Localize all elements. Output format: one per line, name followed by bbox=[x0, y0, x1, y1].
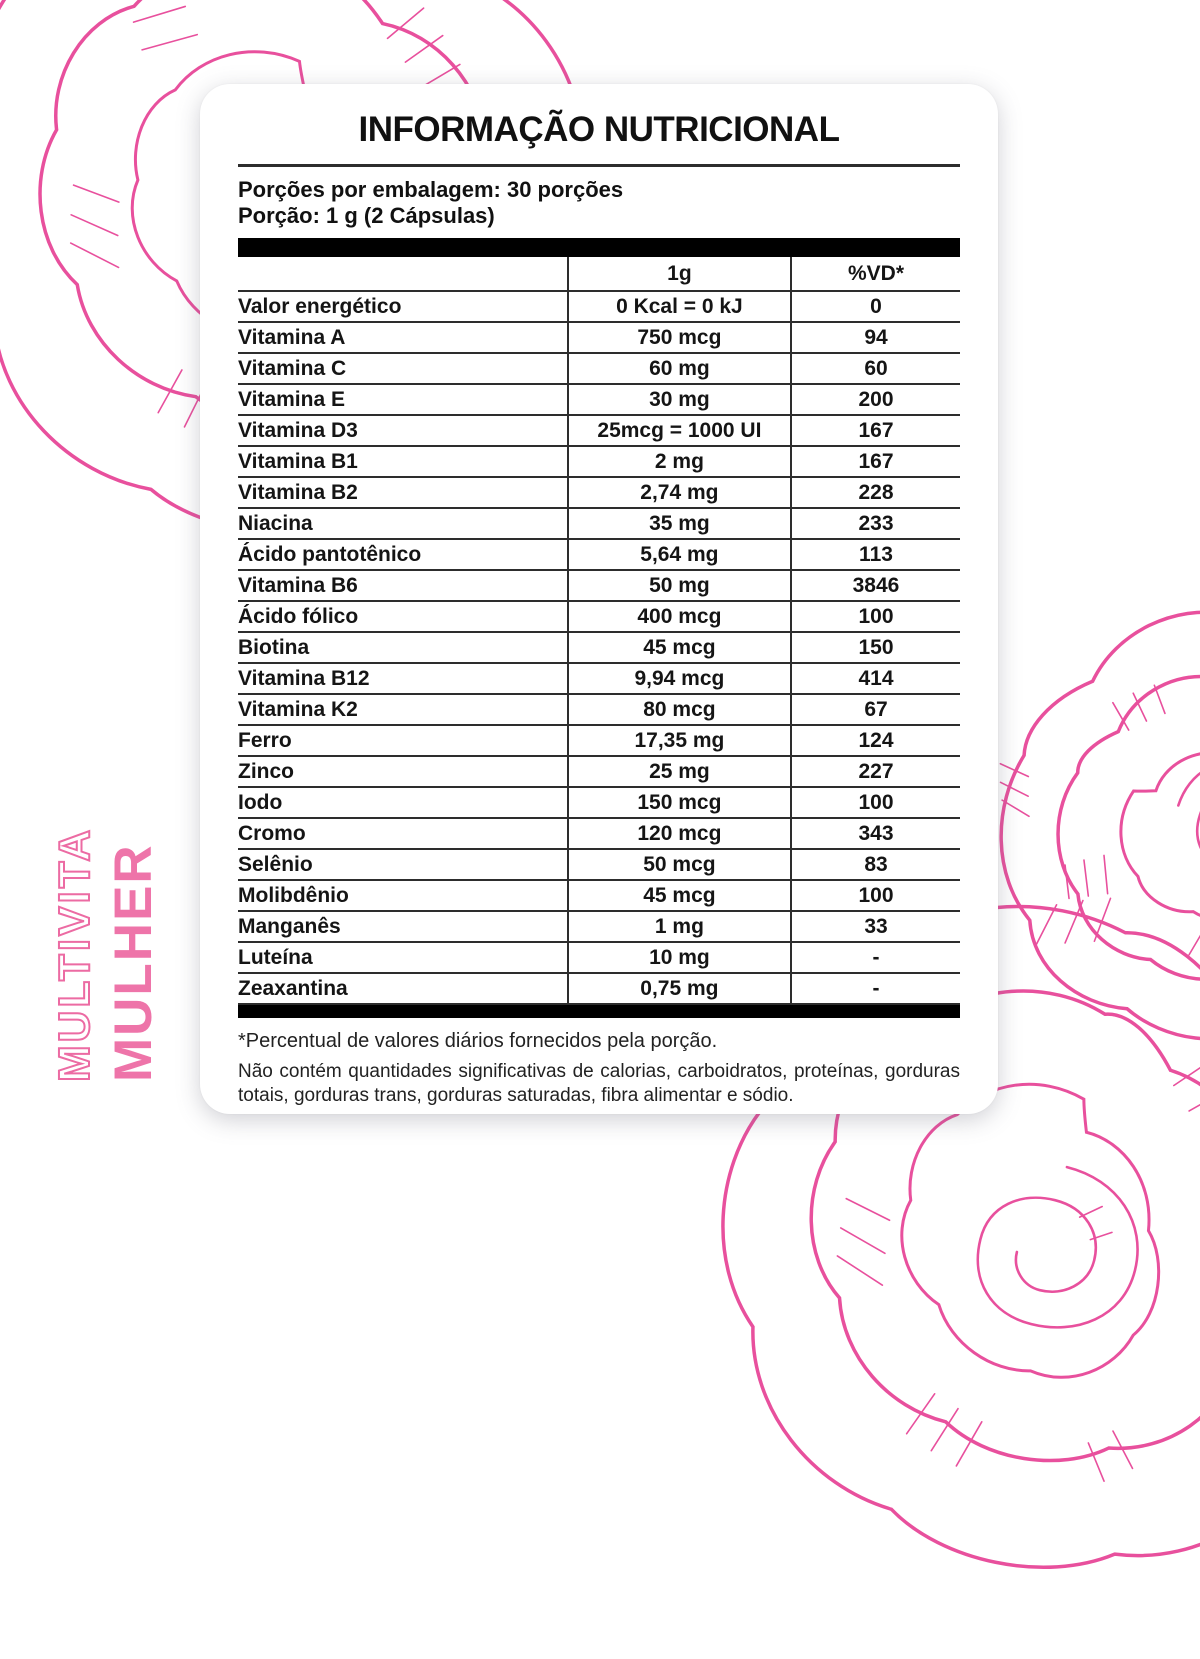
nutrient-row bbox=[238, 663, 960, 694]
nutrient-row bbox=[238, 384, 960, 415]
nutrient-name: Zinco bbox=[238, 756, 568, 787]
nutrient-name: Molibdênio bbox=[238, 880, 568, 911]
col-header-amount: 1g bbox=[568, 257, 791, 291]
nutrient-daily-value: 228 bbox=[791, 477, 960, 508]
nutrient-name: Zeaxantina bbox=[238, 973, 568, 1004]
nutrient-row bbox=[238, 353, 960, 384]
brand-vertical-text bbox=[46, 827, 165, 1082]
nutrient-row bbox=[238, 291, 960, 322]
nutrient-daily-value: 67 bbox=[791, 694, 960, 725]
nutrient-name: Ferro bbox=[238, 725, 568, 756]
nutrient-amount: 2 mg bbox=[568, 446, 791, 477]
brand-mulher: MULHER bbox=[104, 843, 163, 1082]
nutrient-daily-value: - bbox=[791, 973, 960, 1004]
nutrient-daily-value: 200 bbox=[791, 384, 960, 415]
nutrient-name: Luteína bbox=[238, 942, 568, 973]
nutrient-name: Iodo bbox=[238, 787, 568, 818]
nutrient-row bbox=[238, 787, 960, 818]
nutrient-row bbox=[238, 539, 960, 570]
nutrient-daily-value: 0 bbox=[791, 291, 960, 322]
nutrient-amount: 1 mg bbox=[568, 911, 791, 942]
nutrient-name: Vitamina B6 bbox=[238, 570, 568, 601]
nutrient-daily-value: 233 bbox=[791, 508, 960, 539]
serving-size: Porção: 1 g (2 Cápsulas) bbox=[238, 203, 495, 228]
nutrient-row bbox=[238, 973, 960, 1004]
nutrient-row bbox=[238, 880, 960, 911]
nutrient-row bbox=[238, 508, 960, 539]
nutrient-daily-value: 227 bbox=[791, 756, 960, 787]
nutrient-name: Vitamina C bbox=[238, 353, 568, 384]
nutrient-row bbox=[238, 632, 960, 663]
nutrient-daily-value: 100 bbox=[791, 880, 960, 911]
nutrient-amount: 17,35 mg bbox=[568, 725, 791, 756]
nutrient-amount: 50 mcg bbox=[568, 849, 791, 880]
nutrient-name: Selênio bbox=[238, 849, 568, 880]
nutrient-amount: 150 mcg bbox=[568, 787, 791, 818]
footnote-daily-value: *Percentual de valores diários fornecidos pela porção. bbox=[238, 1030, 718, 1052]
nutrient-row bbox=[238, 756, 960, 787]
nutrient-name: Cromo bbox=[238, 818, 568, 849]
nutrient-daily-value: 167 bbox=[791, 446, 960, 477]
nutrient-row bbox=[238, 570, 960, 601]
nutrition-panel-card bbox=[200, 84, 998, 1114]
nutrition-table bbox=[238, 257, 960, 1005]
servings-per-package: Porções por embalagem: 30 porções bbox=[238, 177, 624, 202]
nutrient-amount: 50 mg bbox=[568, 570, 791, 601]
nutrition-table-header-row bbox=[238, 257, 960, 291]
nutrient-daily-value: 150 bbox=[791, 632, 960, 663]
nutrient-amount: 0,75 mg bbox=[568, 973, 791, 1004]
nutrient-amount: 35 mg bbox=[568, 508, 791, 539]
nutrient-daily-value: 100 bbox=[791, 601, 960, 632]
nutrient-amount: 45 mcg bbox=[568, 880, 791, 911]
col-header-daily-value: %VD* bbox=[791, 257, 960, 291]
col-header-nutrient bbox=[238, 257, 568, 291]
nutrient-amount: 120 mcg bbox=[568, 818, 791, 849]
nutrient-amount: 25mcg = 1000 UI bbox=[568, 415, 791, 446]
nutrient-row bbox=[238, 942, 960, 973]
table-bottom-bar bbox=[238, 1005, 960, 1018]
nutrient-amount: 0 Kcal = 0 kJ bbox=[568, 291, 791, 322]
table-top-bar bbox=[238, 238, 960, 257]
nutrient-daily-value: 343 bbox=[791, 818, 960, 849]
nutrient-amount: 400 mcg bbox=[568, 601, 791, 632]
nutrient-name: Ácido fólico bbox=[238, 601, 568, 632]
nutrient-daily-value: 100 bbox=[791, 787, 960, 818]
nutrient-daily-value: 33 bbox=[791, 911, 960, 942]
nutrient-row bbox=[238, 415, 960, 446]
nutrient-amount: 80 mcg bbox=[568, 694, 791, 725]
nutrient-amount: 60 mg bbox=[568, 353, 791, 384]
nutrient-name: Vitamina E bbox=[238, 384, 568, 415]
nutrient-name: Ácido pantotênico bbox=[238, 539, 568, 570]
panel-title: INFORMAÇÃO NUTRICIONAL bbox=[358, 110, 840, 149]
nutrient-amount: 25 mg bbox=[568, 756, 791, 787]
nutrient-name: Vitamina A bbox=[238, 322, 568, 353]
nutrient-name: Vitamina B2 bbox=[238, 477, 568, 508]
title-divider bbox=[238, 164, 960, 167]
serving-info bbox=[238, 177, 960, 229]
nutrient-name: Manganês bbox=[238, 911, 568, 942]
nutrient-daily-value: 113 bbox=[791, 539, 960, 570]
nutrient-daily-value: 94 bbox=[791, 322, 960, 353]
nutrient-amount: 10 mg bbox=[568, 942, 791, 973]
nutrient-row bbox=[238, 818, 960, 849]
nutrient-name: Vitamina D3 bbox=[238, 415, 568, 446]
nutrient-row bbox=[238, 725, 960, 756]
nutrient-amount: 750 mcg bbox=[568, 322, 791, 353]
nutrient-daily-value: 414 bbox=[791, 663, 960, 694]
nutrient-daily-value: 83 bbox=[791, 849, 960, 880]
nutrient-row bbox=[238, 446, 960, 477]
nutrient-amount: 9,94 mcg bbox=[568, 663, 791, 694]
nutrient-row bbox=[238, 849, 960, 880]
brand-multivita: MULTIVITA bbox=[50, 826, 99, 1082]
nutrient-row bbox=[238, 477, 960, 508]
nutrient-daily-value: 60 bbox=[791, 353, 960, 384]
nutrient-row bbox=[238, 911, 960, 942]
nutrient-row bbox=[238, 601, 960, 632]
nutrition-table-body bbox=[238, 291, 960, 1004]
nutrient-amount: 30 mg bbox=[568, 384, 791, 415]
nutrient-amount: 45 mcg bbox=[568, 632, 791, 663]
nutrient-name: Niacina bbox=[238, 508, 568, 539]
nutrient-amount: 5,64 mg bbox=[568, 539, 791, 570]
nutrient-daily-value: 167 bbox=[791, 415, 960, 446]
nutrient-row bbox=[238, 322, 960, 353]
nutrient-amount: 2,74 mg bbox=[568, 477, 791, 508]
nutrient-daily-value: - bbox=[791, 942, 960, 973]
nutrient-name: Vitamina B1 bbox=[238, 446, 568, 477]
nutrient-name: Vitamina K2 bbox=[238, 694, 568, 725]
footnote-no-significant-amounts: Não contém quantidades significativas de calorias, carboidratos, proteínas, gorduras totais, gorduras trans, gorduras saturadas, fibra alimentar e sódio. bbox=[238, 1061, 960, 1106]
nutrient-row bbox=[238, 694, 960, 725]
nutrient-daily-value: 3846 bbox=[791, 570, 960, 601]
nutrient-daily-value: 124 bbox=[791, 725, 960, 756]
nutrient-name: Vitamina B12 bbox=[238, 663, 568, 694]
nutrient-name: Biotina bbox=[238, 632, 568, 663]
nutrient-name: Valor energético bbox=[238, 291, 568, 322]
